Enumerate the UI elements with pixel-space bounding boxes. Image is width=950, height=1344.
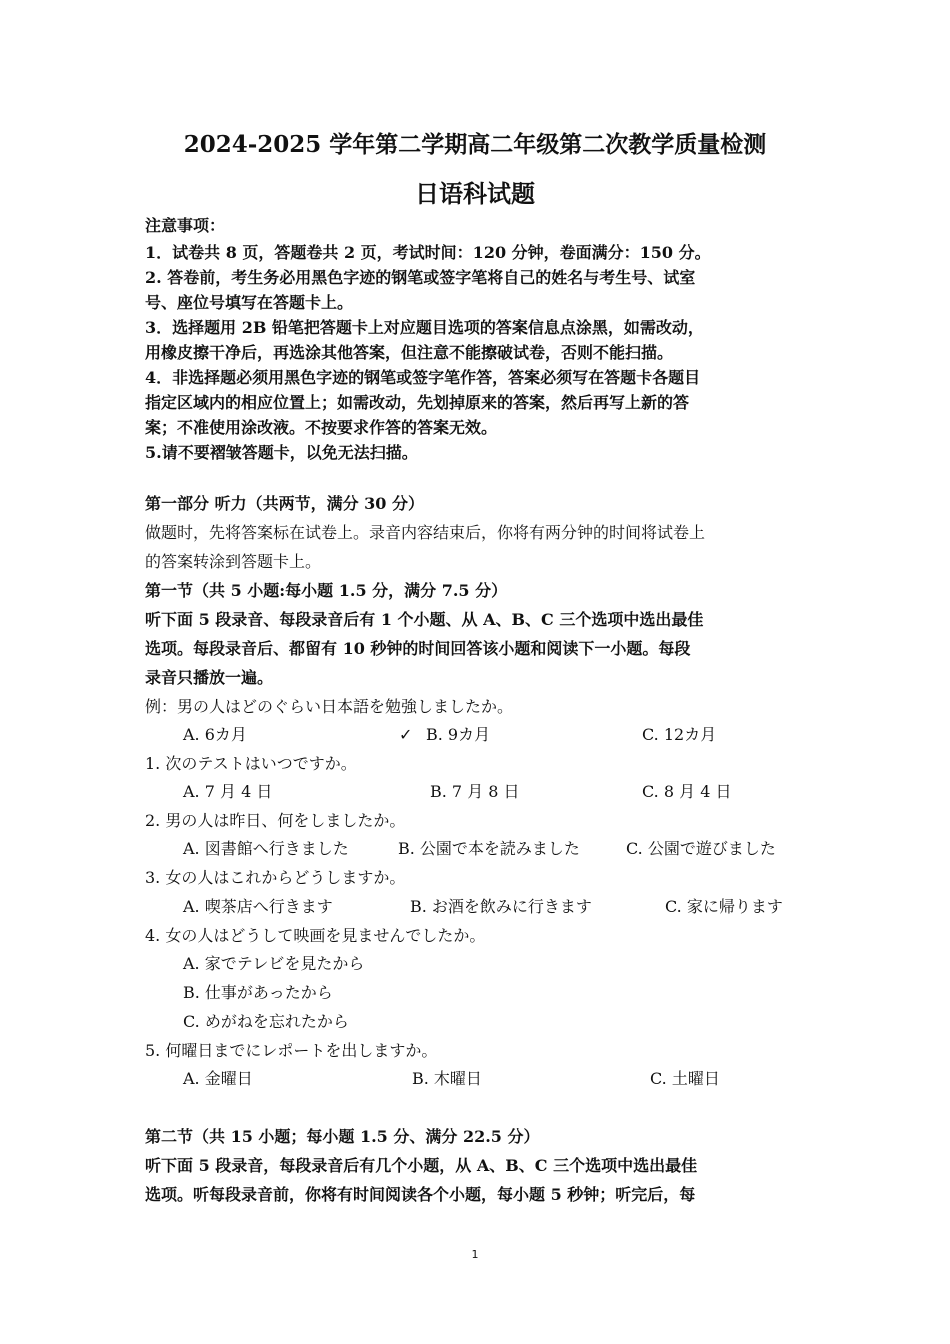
q4-option-c: C. めがねを忘れたから xyxy=(183,1012,349,1031)
q5-option-b: B. 木曜日 xyxy=(412,1069,482,1088)
note-line: 2. 答卷前，考生务必用黑色字迹的钢笔或签字笔将自己的姓名与考生号、试室 xyxy=(145,268,696,287)
section1-heading: 第一节（共 5 小题:每小题 1.5 分，满分 7.5 分） xyxy=(145,581,508,600)
exam-subject: 日语科试题 xyxy=(415,179,535,208)
q2-option-c: C. 公園で遊びました xyxy=(626,839,776,858)
question-2: 2. 男の人は昨日、何をしましたか。 xyxy=(145,811,406,830)
example-option-a: A. 6カ月 xyxy=(183,725,247,744)
example-option-b: B. 9カ月 xyxy=(426,725,491,744)
section1-instructions: 听下面 5 段录音、每段录音后有 1 个小题、从 A、B、C 三个选项中选出最佳 xyxy=(145,610,704,629)
q4-option-a: A. 家でテレビを見たから xyxy=(183,954,365,973)
question-1: 1. 次のテストはいつですか。 xyxy=(145,754,357,773)
exam-title: 2024-2025 学年第二学期高二年级第二次教学质量检测 xyxy=(183,131,767,158)
section2-instructions: 听下面 5 段录音，每段录音后有几个小题，从 A、B、C 三个选项中选出最佳 xyxy=(145,1156,698,1175)
section1-instructions: 选项。每段录音后、都留有 10 秒钟的时间回答该小题和阅读下一小题。每段 xyxy=(145,639,691,658)
section1-instructions: 录音只播放一遍。 xyxy=(145,668,274,687)
q5-option-c: C. 土曜日 xyxy=(650,1069,720,1088)
note-line: 号、座位号填写在答题卡上。 xyxy=(145,293,354,312)
q3-option-a: A. 喫茶店へ行きます xyxy=(183,897,333,916)
question-5: 5. 何曜日までにレポートを出しますか。 xyxy=(145,1041,438,1060)
note-line: 3．选择题用 2B 铅笔把答题卡上对应题目选项的答案信息点涂黑，如需改动， xyxy=(145,318,704,337)
section2-heading: 第二节（共 15 小题；每小题 1.5 分、满分 22.5 分） xyxy=(145,1127,540,1146)
note-line: 用橡皮擦干净后，再选涂其他答案，但注意不能擦破试卷，否则不能扫描。 xyxy=(145,343,674,362)
question-4: 4. 女の人はどうして映画を見ませんでしたか。 xyxy=(145,926,486,945)
q5-option-a: A. 金曜日 xyxy=(183,1069,253,1088)
notes-heading: 注意事项： xyxy=(145,216,226,235)
question-3: 3. 女の人はこれからどうしますか。 xyxy=(145,868,406,887)
q4-option-b: B. 仕事があったから xyxy=(183,983,333,1002)
note-line: 指定区域内的相应位置上；如需改动，先划掉原来的答案，然后再写上新的答 xyxy=(145,393,690,412)
note-line: 5.请不要褶皱答题卡，以免无法扫描。 xyxy=(145,443,418,462)
note-line: 1．试卷共 8 页，答题卷共 2 页，考试时间：120 分钟，卷面满分：150 分。 xyxy=(145,243,711,262)
section2-instructions: 选项。听每段录音前，你将有时间阅读各个小题，每小题 5 秒钟；听完后，每 xyxy=(145,1185,696,1204)
example-question: 例：男の人はどのぐらい日本語を勉強しましたか。 xyxy=(145,697,514,716)
q2-option-b: B. 公園で本を読みました xyxy=(398,839,580,858)
part1-heading: 第一部分 听力（共两节，满分 30 分） xyxy=(145,494,424,513)
q3-option-c: C. 家に帰ります xyxy=(665,897,783,916)
check-mark-icon: ✓ xyxy=(399,725,413,744)
part1-intro: 做题时，先将答案标在试卷上。录音内容结束后，你将有两分钟的时间将试卷上 xyxy=(145,523,706,542)
page-number: 1 xyxy=(471,1248,479,1261)
example-option-c: C. 12カ月 xyxy=(642,725,717,744)
q1-option-b: B. 7 月 8 日 xyxy=(430,782,520,801)
note-line: 4．非选择题必须用黑色字迹的钢笔或签字笔作答，答案必须写在答题卡各题目 xyxy=(145,368,701,387)
q1-option-c: C. 8 月 4 日 xyxy=(642,782,732,801)
q1-option-a: A. 7 月 4 日 xyxy=(183,782,273,801)
q2-option-a: A. 図書館へ行きました xyxy=(183,839,349,858)
note-line: 案；不准使用涂改液。不按要求作答的答案无效。 xyxy=(145,418,498,437)
q3-option-b: B. お酒を飲みに行きます xyxy=(410,897,592,916)
part1-intro: 的答案转涂到答题卡上。 xyxy=(145,552,322,571)
